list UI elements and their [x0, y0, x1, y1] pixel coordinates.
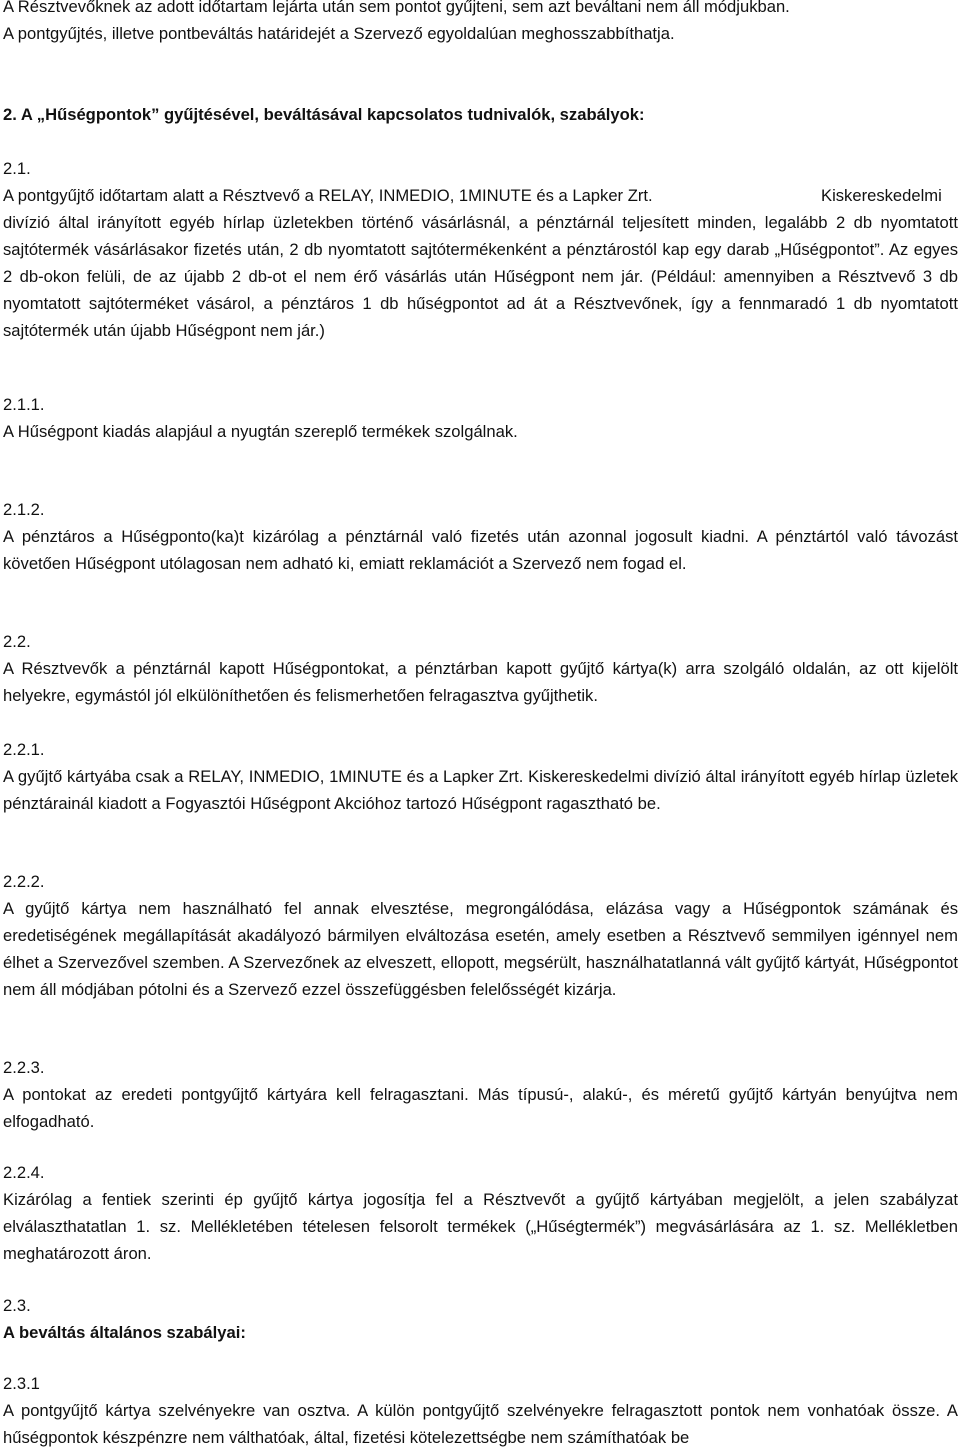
clause-2-3-1-number: 2.3.1 [3, 1374, 40, 1393]
clause-2-1-text-b: Kiskereskedelmi divízió által irányított egyéb hírlap üzletekben történő vásárlásnál, a pénztárnál teljesített minden, legalább 2 db nyomtatott sajtótermék vásárlásakor fizetés után, 2 db nyomtatott sajtótermékenként a pénztárostól kap egy darab „Hűségpontot”. Az egyes 2 db-okon felüli, de az újabb 2 db-ot el nem érő vásárlás után Hűségpont nem jár. (Például: amennyiben a Résztvevő 3 db nyomtatott sajtóterméket vásárol, a pénztáros 1 db hűségpontot ad át a Résztvevőnek, így a fennmaradó 1 db nyomtatott sajtótermék után újabb Hűségpont nem jár.) [3, 186, 958, 340]
intro-line-1: A Résztvevőknek az adott időtartam lejárta után sem pontot gyűjteni, sem azt beváltani nem áll módjukban. [3, 0, 790, 16]
clause-2-2-4-text: Kizárólag a fentiek szerinti ép gyűjtő kártya jogosítja fel a Résztvevőt a gyűjtő kártyában megjelölt, a jelen szabályzat elválaszthatatlan 1. sz. Mellékletében tételesen felsorolt termékek („Hűségtermék”) megvásárlására az 1. sz. Mellékletben meghatározott áron. [3, 1190, 958, 1263]
clause-2-3-1-text: A pontgyűjtő kártya szelvényekre van osztva. A külön pontgyűjtő szelvényekre felragasztott pontok nem vonhatóak össze. A hűségpontok készpénzre nem válthatóak, által, fizetési kötelezettségbe nem számíthatóak be [3, 1401, 958, 1447]
clause-2-1-1-text: A Hűségpont kiadás alapjául a nyugtán szereplő termékek szolgálnak. [3, 422, 518, 441]
clause-2-2-4-number: 2.2.4. [3, 1163, 45, 1182]
clause-2-2-1-number: 2.2.1. [3, 740, 45, 759]
clause-2-1-2-number: 2.1.2. [3, 500, 45, 519]
clause-2-2-text: A Résztvevők a pénztárnál kapott Hűségpontokat, a pénztárban kapott gyűjtő kártya(k) arra szolgáló oldalán, az ott kijelölt helyekre, egymástól jól elkülöníthetően és felismerhetően felragasztva gyűjthetik. [3, 659, 958, 705]
clause-2-1-2-text: A pénztáros a Hűségponto(ka)t kizárólag a pénztárnál való fizetés után azonnal jogosult kiadni. A pénztártól való távozást követően Hűségpont utólagosan nem adható ki, emiatt reklamációt a Szervező nem fogad el. [3, 527, 958, 573]
clause-2-2-1-text: A gyűjtő kártyába csak a RELAY, INMEDIO, 1MINUTE és a Lapker Zrt. Kiskereskedelmi divízió által irányított egyéb hírlap üzletek pénztárainál kiadott a Fogyasztói Hűségpont Akcióhoz tartozó Hűségpont ragasztható be. [3, 767, 958, 813]
clause-2-2-2-number: 2.2.2. [3, 872, 45, 891]
clause-2-2-3-text: A pontokat az eredeti pontgyűjtő kártyára kell felragasztani. Más típusú-, alakú-, és méretű gyűjtő kártyán benyújtva nem elfogadható. [3, 1085, 958, 1131]
clause-2-2-number: 2.2. [3, 632, 31, 651]
clause-2-1-text-a: A pontgyűjtő időtartam alatt a Résztvevő a RELAY, INMEDIO, 1MINUTE és a Lapker Zrt. [3, 186, 653, 205]
clause-2-3-number: 2.3. [3, 1296, 31, 1315]
clause-2-1-1-number: 2.1.1. [3, 395, 45, 414]
clause-2-2-3-number: 2.2.3. [3, 1058, 45, 1077]
clause-2-3-heading: A beváltás általános szabályai: [3, 1323, 246, 1342]
intro-line-2: A pontgyűjtés, illetve pontbeváltás határidejét a Szervező egyoldalúan meghosszabbíthatja. [3, 24, 675, 43]
clause-2-2-2-text: A gyűjtő kártya nem használható fel annak elvesztése, megrongálódása, elázása vagy a Hűségpontok számának és eredetiségének megállapítását akadályozó bármilyen elváltozása esetén, amely esetben a Résztvevő semmilyen igénnyel nem élhet a Szervezővel szemben. A Szervezőnek az elveszett, ellopott, megsérült, használhatatlanná vált gyűjtő kártyát, Hűségpontot nem áll módjában pótolni és a Szervező ezzel összefüggésben felelősségét kizárja. [3, 899, 958, 999]
section-2-heading: 2. A „Hűségpontok” gyűjtésével, beváltásával kapcsolatos tudnivalók, szabályok: [3, 105, 645, 124]
clause-2-1-number: 2.1. [3, 159, 31, 178]
